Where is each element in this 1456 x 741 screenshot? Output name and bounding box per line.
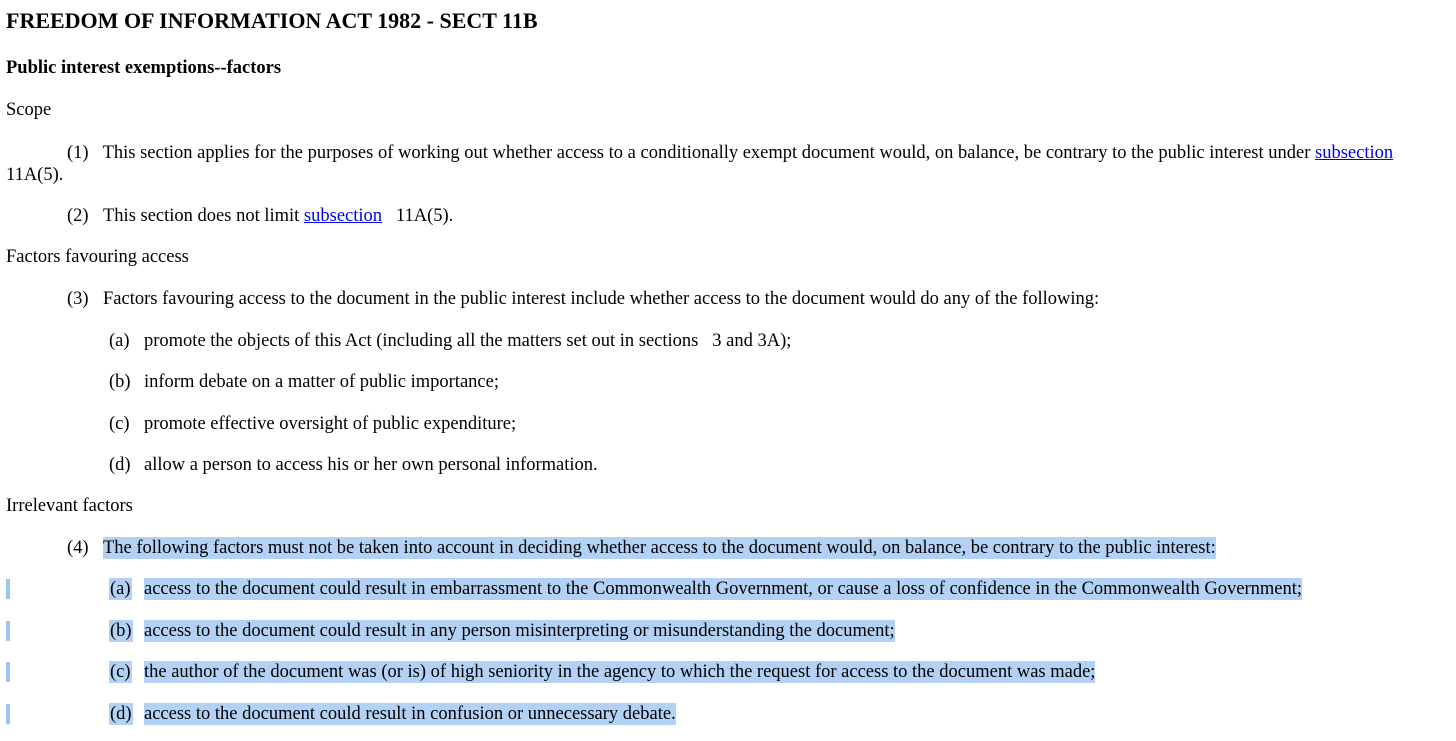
item-number: (c) [110, 662, 131, 682]
heading-scope: Scope [6, 100, 52, 120]
item-number: (b) [110, 621, 132, 641]
paragraph-1-number: (1) [67, 143, 89, 163]
paragraph-3-number: (3) [67, 289, 89, 309]
heading-factors-favouring: Factors favouring access [6, 247, 189, 267]
item-number: (d) [110, 704, 132, 724]
selection-marker [6, 621, 10, 641]
paragraph-2-text-after: 11A(5). [395, 206, 454, 226]
item-text: access to the document could result in embarrassment to the Commonwealth Government, or cause a loss of confidence in the Commonwealth Government; [144, 579, 1302, 599]
paragraph-1-text-before: This section applies for the purposes of working out whether access to a conditionally exempt document would, on balance, be contrary to the public interest under [102, 143, 1316, 163]
item-number: (a) [110, 579, 131, 599]
paragraph-4-text: The following factors must not be taken into account in deciding whether access to the document would, on balance, be contrary to the public interest: [103, 538, 1216, 558]
item-number: (c) [109, 414, 130, 434]
item-text: access to the document could result in confusion or unnecessary debate. [144, 704, 676, 724]
paragraph-2-text-before: This section does not limit [103, 206, 304, 226]
section-subtitle: Public interest exemptions--factors [6, 58, 282, 78]
page-title: FREEDOM OF INFORMATION ACT 1982 - SECT 11B [6, 8, 538, 33]
item-number: (d) [109, 455, 131, 475]
heading-irrelevant-factors: Irrelevant factors [6, 496, 133, 516]
selection-marker [6, 704, 10, 724]
item-text: the author of the document was (or is) of high seniority in the agency to which the request for access to the document was made; [144, 662, 1096, 682]
item-text: promote the objects of this Act (including all the matters set out in sections 3 and 3A); [144, 331, 792, 351]
item-text: allow a person to access his or her own personal information. [144, 455, 598, 475]
paragraph-2-number: (2) [67, 206, 89, 226]
paragraph-4-number: (4) [67, 538, 89, 558]
item-number: (a) [109, 331, 130, 351]
subsection-link-2[interactable]: subsection [303, 206, 383, 226]
subsection-link-1[interactable]: subsection [1315, 143, 1394, 163]
item-text: inform debate on a matter of public importance; [144, 372, 499, 392]
paragraph-1 [6, 142, 1452, 186]
item-number: (b) [109, 372, 131, 392]
item-text: access to the document could result in any person misinterpreting or misunderstanding the document; [144, 621, 895, 641]
paragraph-1-text-after: 11A(5). [6, 165, 64, 185]
selection-marker [6, 579, 10, 599]
selection-marker [6, 662, 10, 682]
item-text: promote effective oversight of public expenditure; [144, 414, 517, 434]
paragraph-3-text: Factors favouring access to the document in the public interest include whether access to the document would do any of the following: [103, 289, 1100, 309]
